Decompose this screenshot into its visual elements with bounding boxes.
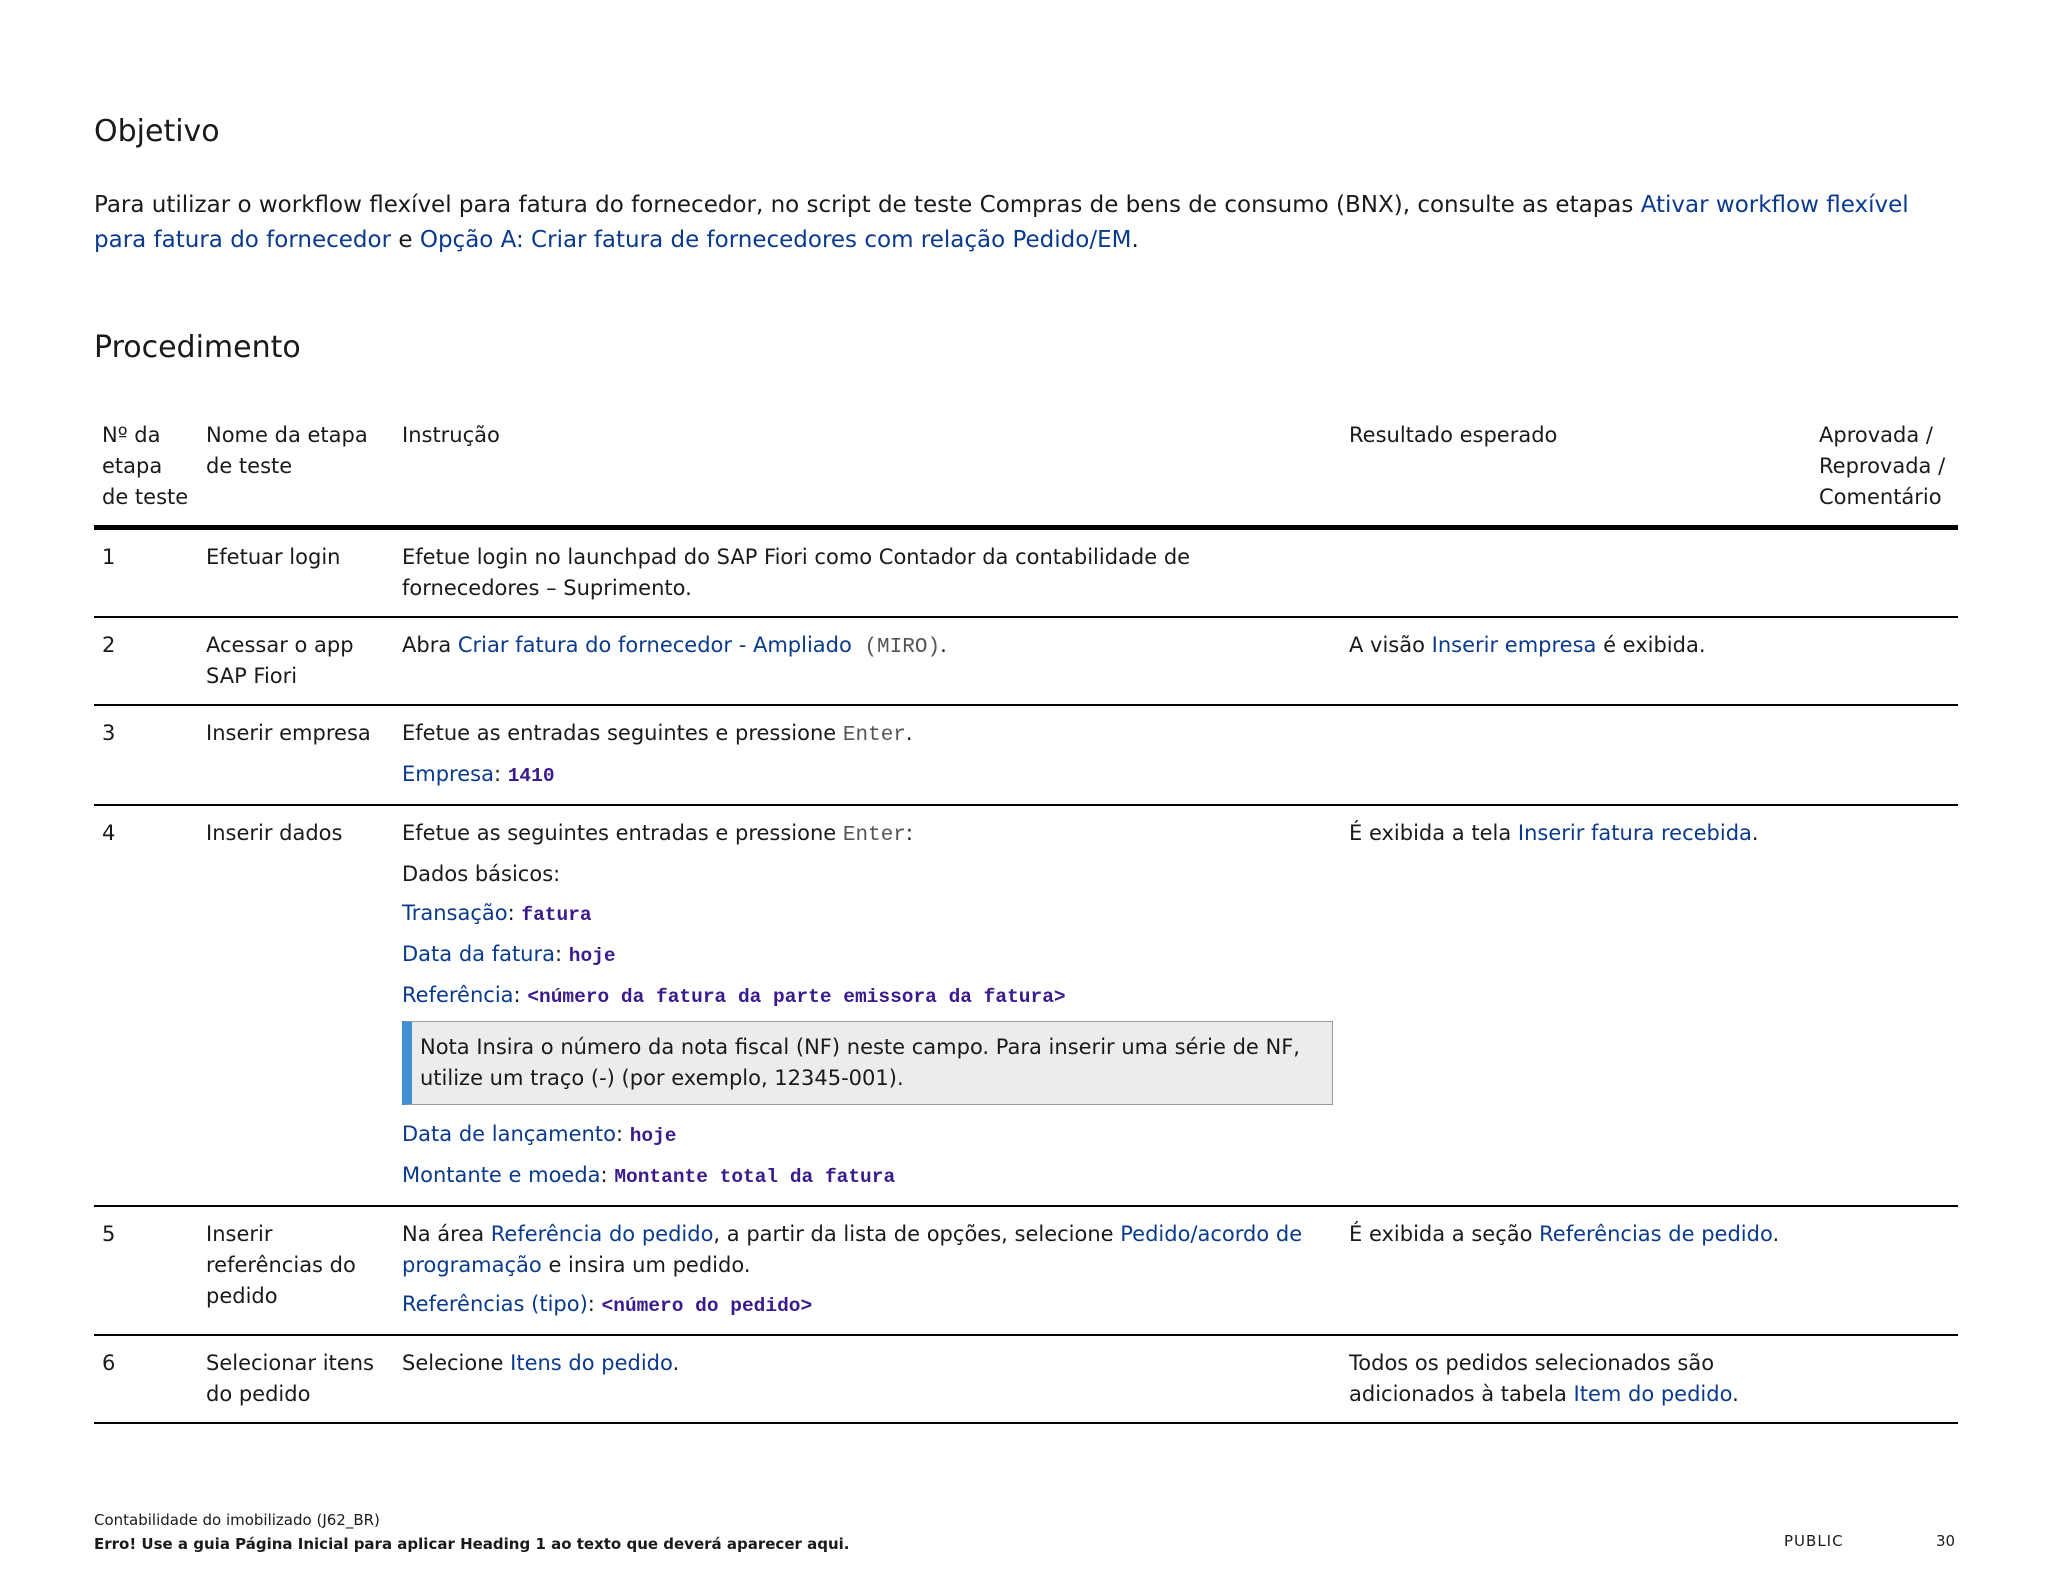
instruction-text: Na área (402, 1222, 491, 1246)
field-entry: Transação: fatura (402, 901, 592, 926)
link-create-supplier-invoice[interactable]: Criar fatura do fornecedor - Ampliado (457, 633, 852, 657)
objective-text: . (1131, 227, 1139, 253)
classification-label: PUBLIC (1784, 1532, 1844, 1550)
field-entry: Data da fatura: hoje (402, 942, 616, 967)
instruction-text: e insira um pedido. (541, 1253, 751, 1277)
table-row (94, 617, 1958, 705)
step-instruction (394, 1335, 1341, 1423)
footer-doc-title: Contabilidade do imobilizado (J62_BR) (94, 1511, 380, 1529)
column-header-step-name: Nome da etapa de teste (198, 420, 394, 528)
transaction-code: (MIRO) (851, 636, 941, 659)
link-order-schedule-agreement[interactable]: Pedido/acordo de programação (402, 1222, 1303, 1277)
step-number: 5 (94, 1206, 198, 1335)
column-header-pass-fail: Aprovada / Reprovada / Comentário (1811, 420, 1958, 528)
result-text: A visão (1349, 633, 1432, 657)
step-instruction (394, 617, 1341, 705)
step-comment (1811, 528, 1958, 618)
step-instruction (394, 705, 1341, 805)
step-name: Inserir empresa (198, 705, 394, 805)
link-order-item[interactable]: Item do pedido (1573, 1382, 1733, 1406)
field-value: <número da fatura da parte emissora da fatura> (527, 986, 1066, 1008)
result-text: é exibida. (1596, 633, 1706, 657)
page-number: 30 (1936, 1532, 1956, 1550)
instruction-text: Efetue as entradas seguintes e pressione (402, 721, 843, 745)
instruction-text: . (940, 633, 947, 657)
instruction-text: Abra (402, 633, 458, 657)
note-box: Nota Insira o número da nota fiscal (NF) neste campo. Para inserir uma série de NF, utilize um traço (-) (por exemplo, 12345-001). (402, 1021, 1333, 1105)
field-value: Montante total da fatura (614, 1166, 896, 1188)
step-comment (1811, 617, 1958, 705)
column-header-expected-result: Resultado esperado (1341, 420, 1811, 528)
field-value: fatura (521, 904, 592, 926)
step-comment (1811, 705, 1958, 805)
footer-error-text: Erro! Use a guia Página Inicial para aplicar Heading 1 ao texto que deverá aparecer aqui. (94, 1535, 850, 1553)
step-result (1341, 617, 1811, 705)
objective-text: Para utilizar o workflow flexível para fatura do fornecedor, no script de teste Compras de bens de consumo (BNX), consulte as etapas (94, 192, 1641, 218)
field-label[interactable]: Data da fatura (402, 942, 555, 966)
result-text: É exibida a seção (1349, 1222, 1540, 1246)
field-entry: Data de lançamento: hoje (402, 1122, 677, 1147)
table-header-row (94, 420, 1958, 528)
step-comment (1811, 805, 1958, 1206)
field-value: 1410 (507, 765, 555, 787)
field-label[interactable]: Montante e moeda (402, 1163, 601, 1187)
step-name: Efetuar login (198, 528, 394, 618)
step-comment (1811, 1206, 1958, 1335)
table-row (94, 1206, 1958, 1335)
instruction-text: , a partir da lista de opções, selecione (713, 1222, 1121, 1246)
field-label[interactable]: Referência (402, 983, 514, 1007)
step-name: Inserir referências do pedido (198, 1206, 394, 1335)
field-label[interactable]: Data de lançamento (402, 1122, 616, 1146)
objective-heading: Objetivo (94, 114, 220, 149)
result-text: Todos os pedidos selecionados são adicionados à tabela (1349, 1351, 1715, 1406)
table-row (94, 1335, 1958, 1423)
instruction-text: . (905, 721, 913, 745)
step-number: 1 (94, 528, 198, 618)
step-number: 4 (94, 805, 198, 1206)
result-text: É exibida a tela (1349, 821, 1518, 845)
link-order-items[interactable]: Itens do pedido (510, 1351, 673, 1375)
field-entry: Referências (tipo): <número do pedido> (402, 1292, 813, 1317)
link-insert-received-invoice[interactable]: Inserir fatura recebida (1517, 821, 1752, 845)
step-result (1341, 528, 1811, 618)
procedure-table (94, 420, 1958, 1424)
field-entry: Referência: <número da fatura da parte emissora da fatura> (402, 983, 1066, 1008)
step-result (1341, 805, 1811, 1206)
result-text: . (1732, 1382, 1739, 1406)
field-value: hoje (629, 1125, 677, 1147)
instruction-text: . (672, 1351, 680, 1375)
instruction-line (402, 1219, 1333, 1281)
step-result (1341, 1206, 1811, 1335)
instruction-text: Selecione (402, 1351, 511, 1375)
link-option-a[interactable]: Opção A: Criar fatura de fornecedores com relação Pedido/EM (419, 227, 1132, 253)
result-text: . (1751, 821, 1759, 845)
step-name: Inserir dados (198, 805, 394, 1206)
instruction-text: : (905, 821, 913, 845)
step-result (1341, 1335, 1811, 1423)
table-row (94, 528, 1958, 618)
field-label[interactable]: Transação (402, 901, 508, 925)
field-label[interactable]: Referências (tipo) (402, 1292, 588, 1316)
basic-data-label: Dados básicos: (402, 862, 561, 886)
field-entry: Montante e moeda: Montante total da fatura (402, 1163, 896, 1188)
procedure-heading: Procedimento (94, 330, 301, 365)
page-footer (94, 1508, 1958, 1556)
step-number: 6 (94, 1335, 198, 1423)
field-value: hoje (568, 945, 616, 967)
table-row (94, 805, 1958, 1206)
link-order-references[interactable]: Referências de pedido (1539, 1222, 1773, 1246)
key-name: Enter (842, 824, 906, 847)
field-entry: Empresa: 1410 (402, 762, 555, 787)
step-instruction: Efetue login no launchpad do SAP Fiori como Contador da contabilidade de fornecedores – Suprimento. (394, 528, 1341, 618)
instruction-text: Efetue as seguintes entradas e pressione (402, 821, 843, 845)
step-name: Acessar o app SAP Fiori (198, 617, 394, 705)
step-comment (1811, 1335, 1958, 1423)
link-insert-company[interactable]: Inserir empresa (1431, 633, 1597, 657)
step-name: Selecionar itens do pedido (198, 1335, 394, 1423)
field-label[interactable]: Empresa (402, 762, 494, 786)
result-text: . (1772, 1222, 1780, 1246)
column-header-step-number: Nº da etapa de teste (94, 420, 198, 528)
column-header-instruction: Instrução (394, 420, 1341, 528)
step-result (1341, 705, 1811, 805)
link-activate-workflow[interactable]: Ativar workflow flexível para fatura do fornecedor (94, 192, 1909, 253)
step-number: 3 (94, 705, 198, 805)
step-instruction (394, 1206, 1341, 1335)
key-name: Enter (842, 724, 906, 747)
instruction-line (402, 818, 1333, 851)
step-number: 2 (94, 617, 198, 705)
link-order-reference[interactable]: Referência do pedido (490, 1222, 714, 1246)
instruction-line (402, 718, 1333, 751)
objective-paragraph (94, 188, 1964, 258)
table-row (94, 705, 1958, 805)
step-instruction (394, 805, 1341, 1206)
field-value: <número do pedido> (601, 1295, 813, 1317)
objective-text: e (391, 227, 420, 253)
